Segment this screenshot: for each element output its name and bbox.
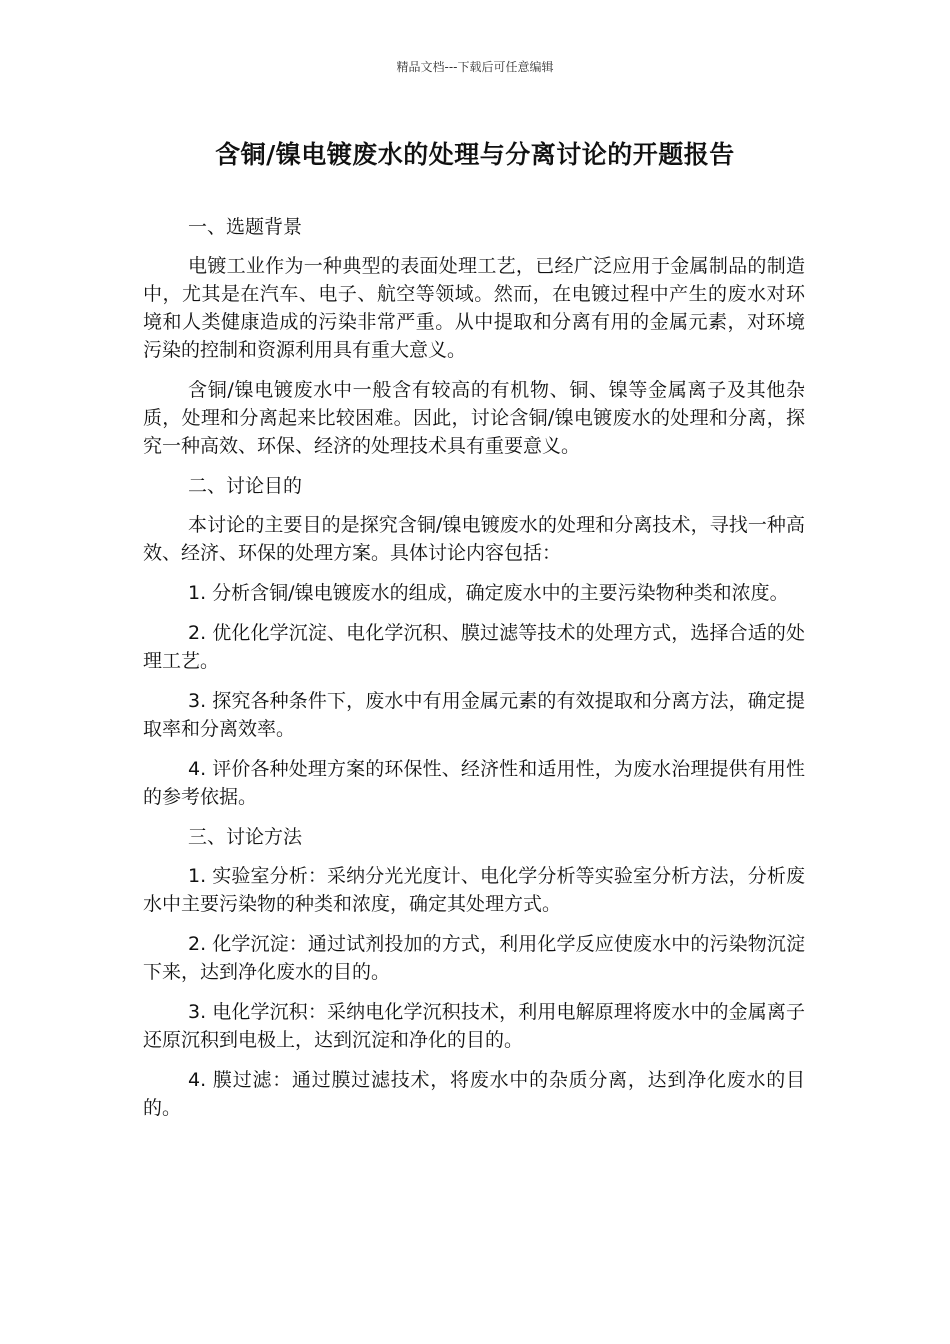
list-item: 2. 化学沉淀：通过试剂投加的方式，利用化学反应使废水中的污染物沉淀下来，达到净化废水的目的。 bbox=[143, 933, 805, 983]
list-item: 3. 电化学沉积：采纳电化学沉积技术，利用电解原理将废水中的金属离子还原沉积到电极上，达到沉淀和净化的目的。 bbox=[143, 1001, 805, 1051]
list-item: 2. 优化化学沉淀、电化学沉积、膜过滤等技术的处理方式，选择合适的处理工艺。 bbox=[143, 622, 805, 672]
section-heading-purpose: 二、讨论目的 bbox=[188, 475, 303, 497]
list-item: 4. 评价各种处理方案的环保性、经济性和适用性，为废水治理提供有用性的参考依据。 bbox=[143, 758, 805, 808]
list-item: 4. 膜过滤：通过膜过滤技术，将废水中的杂质分离，达到净化废水的目的。 bbox=[143, 1069, 805, 1119]
section-heading-methods: 三、讨论方法 bbox=[188, 826, 303, 848]
document-body bbox=[143, 213, 805, 1134]
body-paragraph: 含铜/镍电镀废水中一般含有较高的有机物、铜、镍等金属离子及其他杂质，处理和分离起来比较困难。因此，讨论含铜/镍电镀废水的处理和分离，探究一种高效、环保、经济的处理技术具有重要意义。 bbox=[143, 379, 805, 457]
body-paragraph: 本讨论的主要目的是探究含铜/镍电镀废水的处理和分离技术，寻找一种高效、经济、环保的处理方案。具体讨论内容包括： bbox=[143, 514, 805, 564]
list-item: 3. 探究各种条件下，废水中有用金属元素的有效提取和分离方法，确定提取率和分离效率。 bbox=[143, 690, 805, 740]
document-title: 含铜/镍电镀废水的处理与分离讨论的开题报告 bbox=[215, 140, 735, 169]
body-paragraph: 电镀工业作为一种典型的表面处理工艺，已经广泛应用于金属制品的制造中，尤其是在汽车、电子、航空等领域。然而，在电镀过程中产生的废水对环境和人类健康造成的污染非常严重。从中提取和分离有用的金属元素，对环境污染的控制和资源利用具有重大意义。 bbox=[143, 255, 805, 361]
section-heading-background: 一、选题背景 bbox=[188, 216, 303, 238]
list-item: 1. 实验室分析：采纳分光光度计、电化学分析等实验室分析方法，分析废水中主要污染物的种类和浓度，确定其处理方式。 bbox=[143, 865, 805, 915]
list-item: 1. 分析含铜/镍电镀废水的组成，确定废水中的主要污染物种类和浓度。 bbox=[188, 582, 789, 604]
header-note: 精品文档---下载后可任意编辑 bbox=[396, 60, 554, 74]
